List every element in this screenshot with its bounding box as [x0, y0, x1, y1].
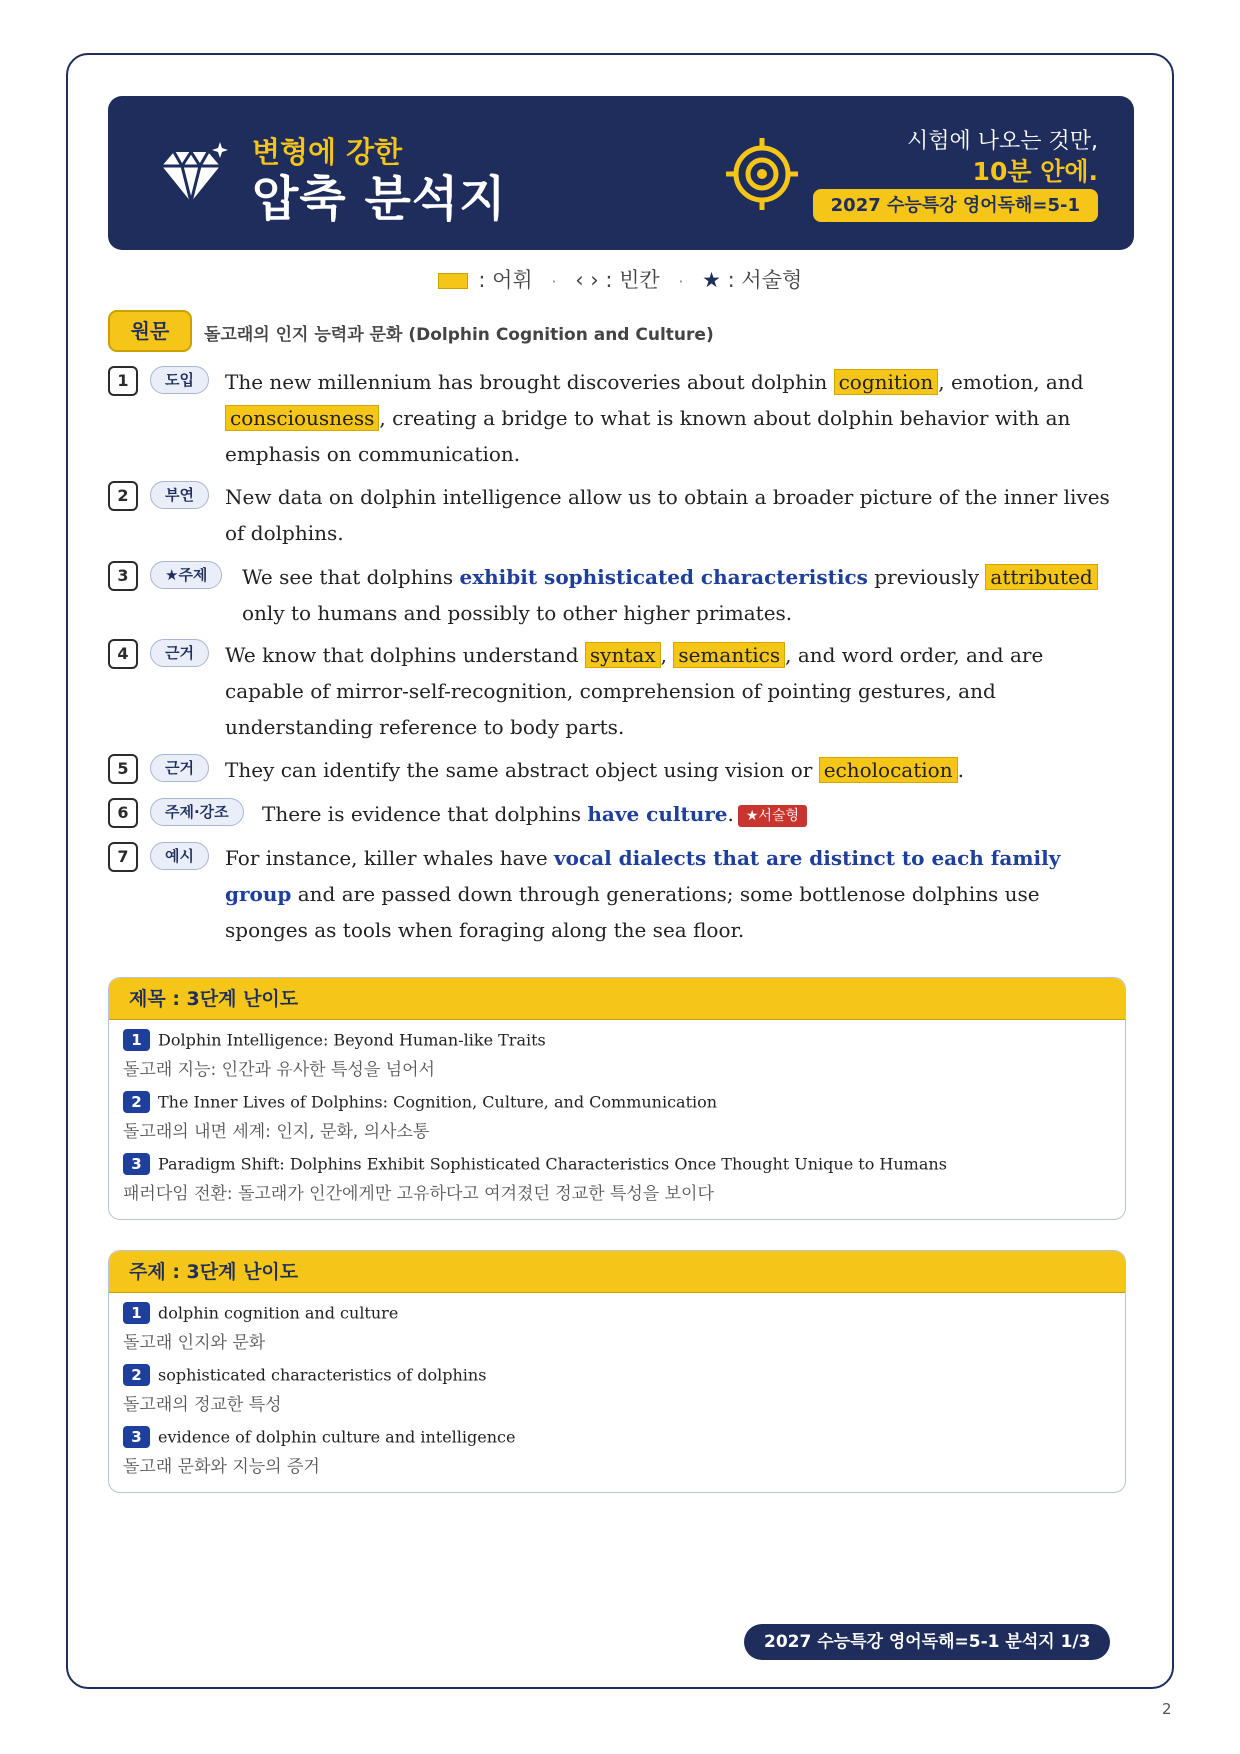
sentence-text: For instance, killer whales have vocal dialects that are distinct to each family group and are passed down through generations; some bottlenose dolphins use sponges as tools when foraging along the sea floor. [225, 846, 1061, 942]
target-icon [726, 138, 798, 210]
sentence-tag: 도입 [150, 366, 209, 394]
vocab-swatch [438, 273, 468, 289]
sentence-text: There is evidence that dolphins have culture. ★서술형 [262, 796, 1128, 832]
vocab-highlight: syntax [585, 642, 661, 668]
option-korean: 돌고래 문화와 지능의 증거 [123, 1457, 320, 1477]
option-number: 3 [123, 1153, 150, 1175]
sentence-2 [108, 479, 1128, 551]
option-number: 2 [123, 1364, 150, 1386]
topic-option [123, 1426, 1111, 1477]
page-number: 2 [1162, 1700, 1172, 1718]
sentence-tag: ★주제 [150, 561, 222, 589]
sentence-tag: 부연 [150, 481, 209, 509]
essay-badge: ★서술형 [738, 805, 807, 827]
vocab-highlight: cognition [834, 369, 939, 395]
sentence-number: 2 [108, 481, 138, 511]
star-icon: ★ [702, 268, 721, 292]
title-option [123, 1029, 1111, 1080]
sentence-text: We know that dolphins understand syntax , semantics , and word order, and are capable of mirror-self-recognition, comprehension of pointing gestures, and understanding reference to body parts. [225, 643, 1044, 739]
sentence-1 [108, 364, 1128, 474]
option-english: sophisticated characteristics of dolphins [158, 1365, 487, 1385]
option-number: 1 [123, 1302, 150, 1324]
sentence-number: 6 [108, 798, 138, 828]
sentence-text: We see that dolphins exhibit sophisticated characteristics previously attributed only to humans and possibly to other higher primates. [242, 559, 1128, 631]
topic-options-box [108, 1250, 1126, 1493]
sentence-7 [108, 840, 1128, 950]
option-number: 2 [123, 1091, 150, 1113]
sentence-number: 5 [108, 754, 138, 784]
sentence-text: New data on dolphin intelligence allow us to obtain a broader picture of the inner lives of dolphins. [225, 485, 1110, 545]
key-phrase: have culture [587, 802, 728, 826]
header-subtitle: 변형에 강한 [252, 135, 403, 169]
sentence-number: 3 [108, 561, 138, 591]
source-badge: 원문 [108, 310, 192, 352]
sentence-tag: 근거 [150, 639, 209, 667]
header-course-badge: 2027 수능특강 영어독해=5-1 [813, 189, 1098, 222]
header-banner [108, 96, 1134, 250]
vocab-highlight: semantics [673, 642, 785, 668]
topic-option [123, 1302, 1111, 1353]
option-number: 3 [123, 1426, 150, 1448]
option-korean: 패러다임 전환: 돌고래가 인간에게만 고유하다고 여겨졌던 정교한 특성을 보이다 [123, 1184, 714, 1204]
vocab-highlight: echolocation [819, 757, 958, 783]
footer-badge: 2027 수능특강 영어독해=5-1 분석지 1/3 [744, 1624, 1110, 1660]
vocab-highlight: consciousness [225, 405, 379, 431]
legend-separator: · [678, 272, 684, 291]
topic-option [123, 1364, 1111, 1415]
key-phrase: vocal dialects that are distinct to each family group [225, 846, 1061, 906]
header-slogan-line2: 10분 안에. [972, 157, 1098, 186]
option-korean: 돌고래의 정교한 특성 [123, 1395, 282, 1415]
option-korean: 돌고래의 내면 세계: 인지, 문화, 의사소통 [123, 1122, 430, 1142]
option-number: 1 [123, 1029, 150, 1051]
legend-blank-label: : 빈칸 [605, 268, 660, 292]
sentence-number: 1 [108, 366, 138, 396]
option-english: Paradigm Shift: Dolphins Exhibit Sophisticated Characteristics Once Thought Unique to Humans [158, 1154, 947, 1174]
sentence-5 [108, 752, 1128, 788]
vocab-highlight: attributed [985, 564, 1097, 590]
diamond-icon [160, 138, 230, 208]
option-korean: 돌고래 인지와 문화 [123, 1333, 266, 1353]
sentence-number: 7 [108, 842, 138, 872]
key-phrase: exhibit sophisticated characteristics [459, 565, 868, 589]
title-box-heading: 제목 : 3단계 난이도 [109, 978, 1125, 1020]
source-title: 돌고래의 인지 능력과 문화 (Dolphin Cognition and Culture) [204, 325, 714, 345]
sentence-tag: 주제·강조 [150, 798, 244, 826]
sentence-text: The new millennium has brought discoveries about dolphin cognition , emotion, and consciousness , creating a bridge to what is known about dolphin behavior with an emphasis on communication. [225, 370, 1084, 466]
header-slogan-line1: 시험에 나오는 것만, [907, 129, 1098, 154]
option-korean: 돌고래 지능: 인간과 유사한 특성을 넘어서 [123, 1060, 435, 1080]
legend-blank-symbol: ‹ › [575, 268, 599, 292]
option-english: dolphin cognition and culture [158, 1303, 399, 1323]
sentence-tag: 예시 [150, 842, 209, 870]
title-option [123, 1091, 1111, 1142]
sentence-tag: 근거 [150, 754, 209, 782]
topic-box-heading: 주제 : 3단계 난이도 [109, 1251, 1125, 1293]
sentence-6 [108, 796, 1128, 832]
sentence-4 [108, 637, 1128, 747]
title-option [123, 1153, 1111, 1204]
sentence-number: 4 [108, 639, 138, 669]
legend-essay-label: : 서술형 [727, 268, 803, 292]
option-english: evidence of dolphin culture and intelligence [158, 1427, 516, 1447]
title-options-box [108, 977, 1126, 1220]
legend-vocab-label: : 어휘 [478, 268, 533, 292]
sentence-text: They can identify the same abstract object using vision or echolocation . [225, 758, 964, 782]
legend [0, 264, 1240, 294]
sentence-3 [108, 559, 1128, 629]
option-english: The Inner Lives of Dolphins: Cognition, Culture, and Communication [158, 1092, 718, 1112]
option-english: Dolphin Intelligence: Beyond Human-like Traits [158, 1030, 546, 1050]
header-title: 압축 분석지 [252, 171, 507, 227]
legend-separator: · [551, 272, 557, 291]
